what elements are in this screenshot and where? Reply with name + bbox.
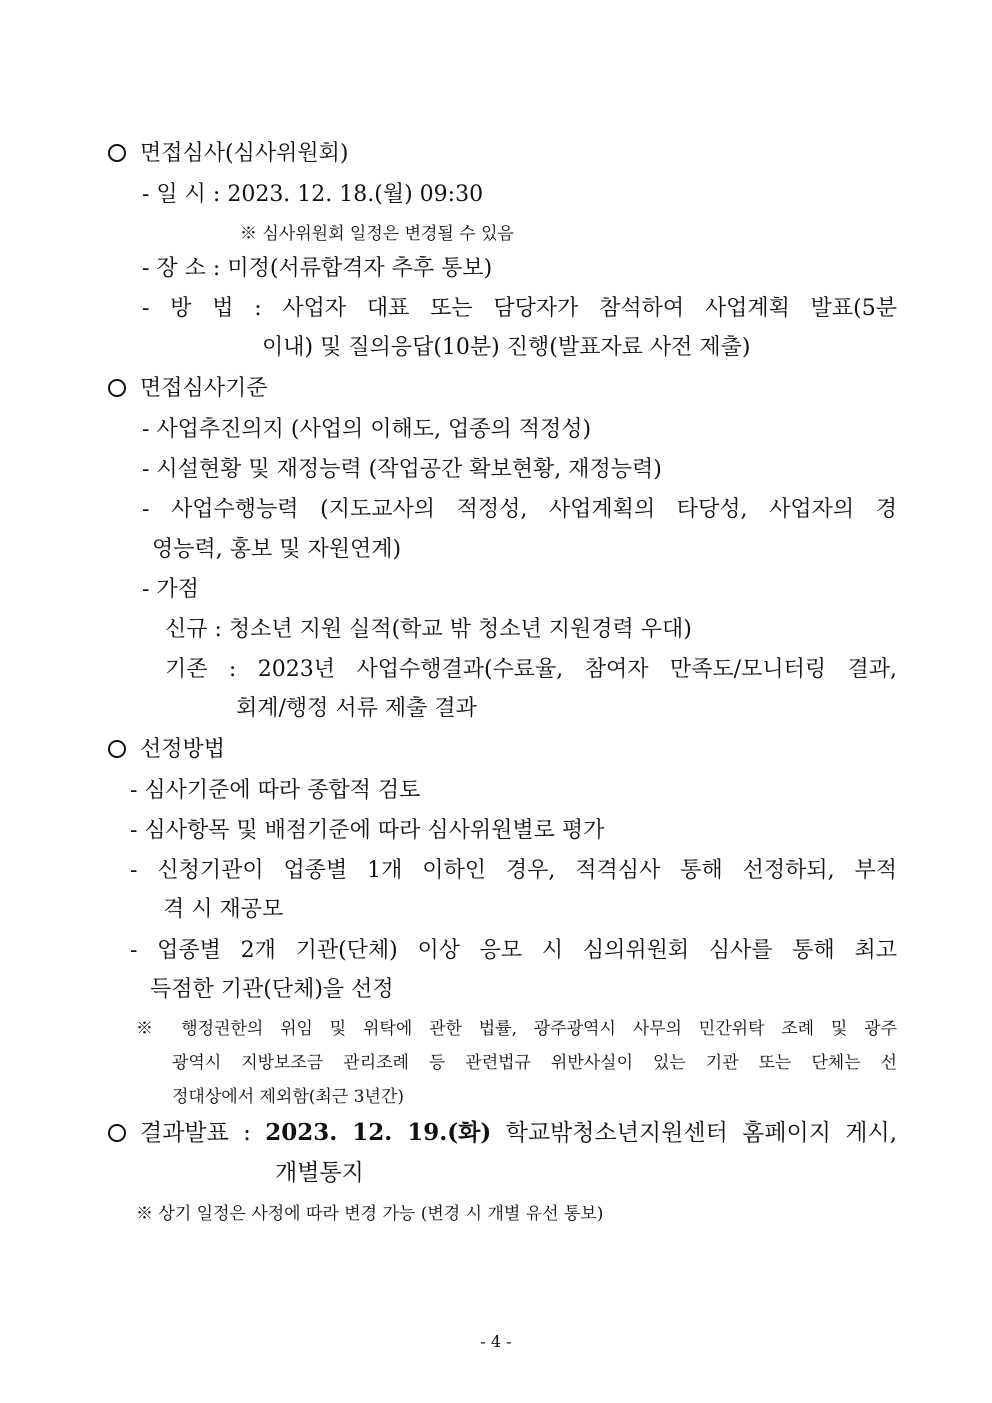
- criteria-item-bonus: - 가점: [142, 577, 199, 602]
- section-result-heading: 결과발표 : 2023. 12. 19.(화) 학교밖청소년지원센터 홈페이지 게시,: [108, 1118, 897, 1148]
- selection-item-multi-line2: 득점한 기관(단체)을 선정: [150, 977, 394, 1002]
- circle-bullet-icon: [108, 740, 126, 758]
- selection-note-line2: 광역시 지방보조금 관리조례 등 관련법규 위반사실이 있는 기관 또는 단체는 선: [172, 1053, 897, 1073]
- page-number: - 4 -: [480, 1332, 512, 1351]
- result-heading-line2: 개별통지: [275, 1160, 364, 1186]
- circle-bullet-icon: [108, 1124, 126, 1142]
- selection-note-line1: ※ 행정권한의 위임 및 위탁에 관한 법률, 광주광역시 사무의 민간위탁 조례 및 광주: [136, 1019, 897, 1039]
- selection-item-single-line2: 격 시 재공모: [163, 897, 284, 922]
- interview-place-line: - 장 소 : 미정(서류합격자 추후 통보): [142, 256, 493, 281]
- section-selection-heading: 선정방법: [108, 735, 225, 765]
- selection-item-single-line1: - 신청기관이 업종별 1개 이하인 경우, 적격심사 통해 선정하되, 부적: [130, 858, 897, 883]
- selection-item-evaluate: - 심사항목 및 배점기준에 따라 심사위원별로 평가: [130, 818, 605, 843]
- section-interview-heading: 면접심사(심사위원회): [108, 139, 348, 169]
- result-date: 2023. 12. 19.(화): [265, 1119, 492, 1146]
- result-note: ※ 상기 일정은 사정에 따라 변경 가능 (변경 시 개별 유선 통보): [136, 1204, 604, 1224]
- circle-bullet-icon: [108, 144, 126, 162]
- selection-note-line3: 정대상에서 제외함(최근 3년간): [172, 1087, 404, 1107]
- bonus-existing-line2: 회계/행정 서류 제출 결과: [236, 696, 477, 721]
- interview-method-line1: - 방 법 : 사업자 대표 또는 담당자가 참석하여 사업계획 발표(5분: [142, 296, 897, 321]
- section-criteria-heading: 면접심사기준: [108, 374, 268, 404]
- selection-item-review: - 심사기준에 따라 종합적 검토: [130, 778, 421, 803]
- interview-method-line2: 이내) 및 질의응답(10분) 진행(발표자료 사전 제출): [262, 335, 751, 360]
- criteria-item-will: - 사업추진의지 (사업의 이해도, 업종의 적정성): [142, 417, 592, 442]
- selection-item-multi-line1: - 업종별 2개 기관(단체) 이상 응모 시 심의위원회 심사를 통해 최고: [130, 938, 897, 963]
- bonus-new-line: 신규 : 청소년 지원 실적(학교 밖 청소년 지원경력 우대): [165, 617, 692, 642]
- criteria-item-capability-line2: 영능력, 홍보 및 자원연계): [152, 537, 402, 562]
- circle-bullet-icon: [108, 379, 126, 397]
- criteria-item-facility: - 시설현황 및 재정능력 (작업공간 확보현황, 재정능력): [142, 457, 662, 482]
- criteria-item-capability-line1: - 사업수행능력 (지도교사의 적정성, 사업계획의 타당성, 사업자의 경: [142, 497, 897, 522]
- bonus-existing-line1: 기존 : 2023년 사업수행결과(수료율, 참여자 만족도/모니터링 결과,: [165, 657, 897, 682]
- interview-date-note: ※ 심사위원회 일정은 변경될 수 있음: [240, 224, 514, 244]
- interview-date-line: - 일 시 : 2023. 12. 18.(월) 09:30: [142, 182, 484, 207]
